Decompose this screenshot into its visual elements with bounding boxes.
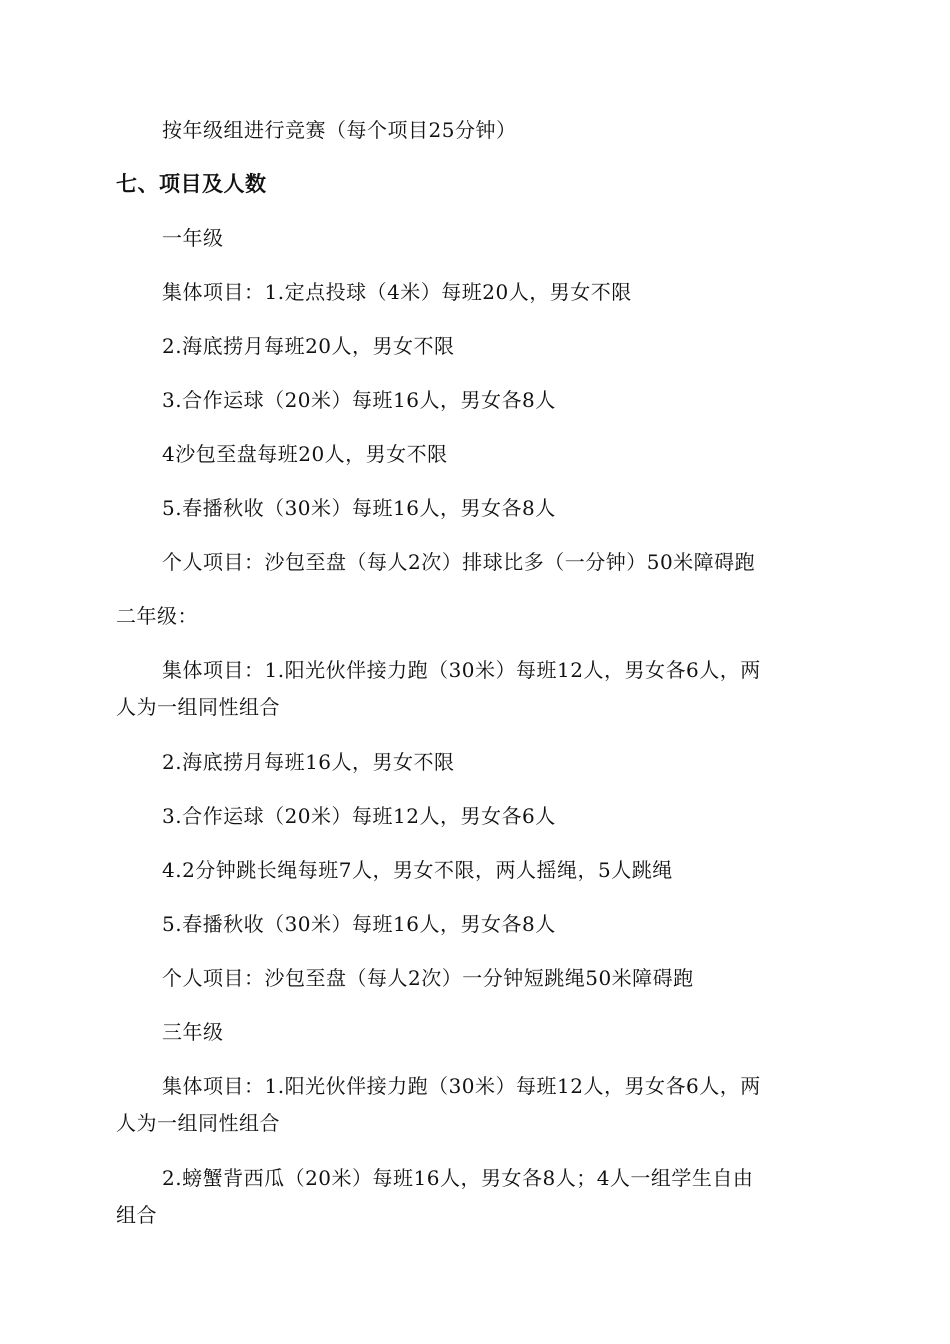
competition-format-line: 按年级组进行竞赛（每个项目25分钟） <box>162 118 517 142</box>
grade-one-team-event-4: 4沙包至盘每班20人，男女不限 <box>162 442 448 466</box>
grade-two-team-event-1-cont: 人为一组同性组合 <box>116 695 280 719</box>
grade-two-team-event-2: 2.海底捞月每班16人，男女不限 <box>162 750 455 774</box>
grade-three-heading: 三年级 <box>162 1020 224 1044</box>
grade-three-team-event-1: 集体项目：1.阳光伙伴接力跑（30米）每班12人，男女各6人，两 <box>162 1074 761 1098</box>
section-heading-events: 七、项目及人数 <box>116 172 267 196</box>
grade-three-team-event-1-cont: 人为一组同性组合 <box>116 1111 280 1135</box>
grade-two-heading: 二年级： <box>116 604 198 628</box>
grade-two-team-event-5: 5.春播秋收（30米）每班16人，男女各8人 <box>162 912 556 936</box>
grade-one-team-event-3: 3.合作运球（20米）每班16人，男女各8人 <box>162 388 556 412</box>
grade-one-team-event-1: 集体项目：1.定点投球（4米）每班20人，男女不限 <box>162 280 632 304</box>
grade-three-team-event-2-cont: 组合 <box>116 1203 157 1227</box>
grade-two-individual-events: 个人项目：沙包至盘（每人2次）一分钟短跳绳50米障碍跑 <box>162 966 694 990</box>
grade-one-team-event-5: 5.春播秋收（30米）每班16人，男女各8人 <box>162 496 556 520</box>
grade-two-team-event-4: 4.2分钟跳长绳每班7人，男女不限，两人摇绳，5人跳绳 <box>162 858 673 882</box>
grade-three-team-event-2: 2.螃蟹背西瓜（20米）每班16人，男女各8人；4人一组学生自由 <box>162 1166 754 1190</box>
grade-one-team-event-2: 2.海底捞月每班20人，男女不限 <box>162 334 455 358</box>
grade-one-heading: 一年级 <box>162 226 224 250</box>
grade-two-team-event-1: 集体项目：1.阳光伙伴接力跑（30米）每班12人，男女各6人，两 <box>162 658 761 682</box>
grade-two-team-event-3: 3.合作运球（20米）每班12人，男女各6人 <box>162 804 556 828</box>
grade-one-individual-events: 个人项目：沙包至盘（每人2次）排球比多（一分钟）50米障碍跑 <box>162 550 756 574</box>
